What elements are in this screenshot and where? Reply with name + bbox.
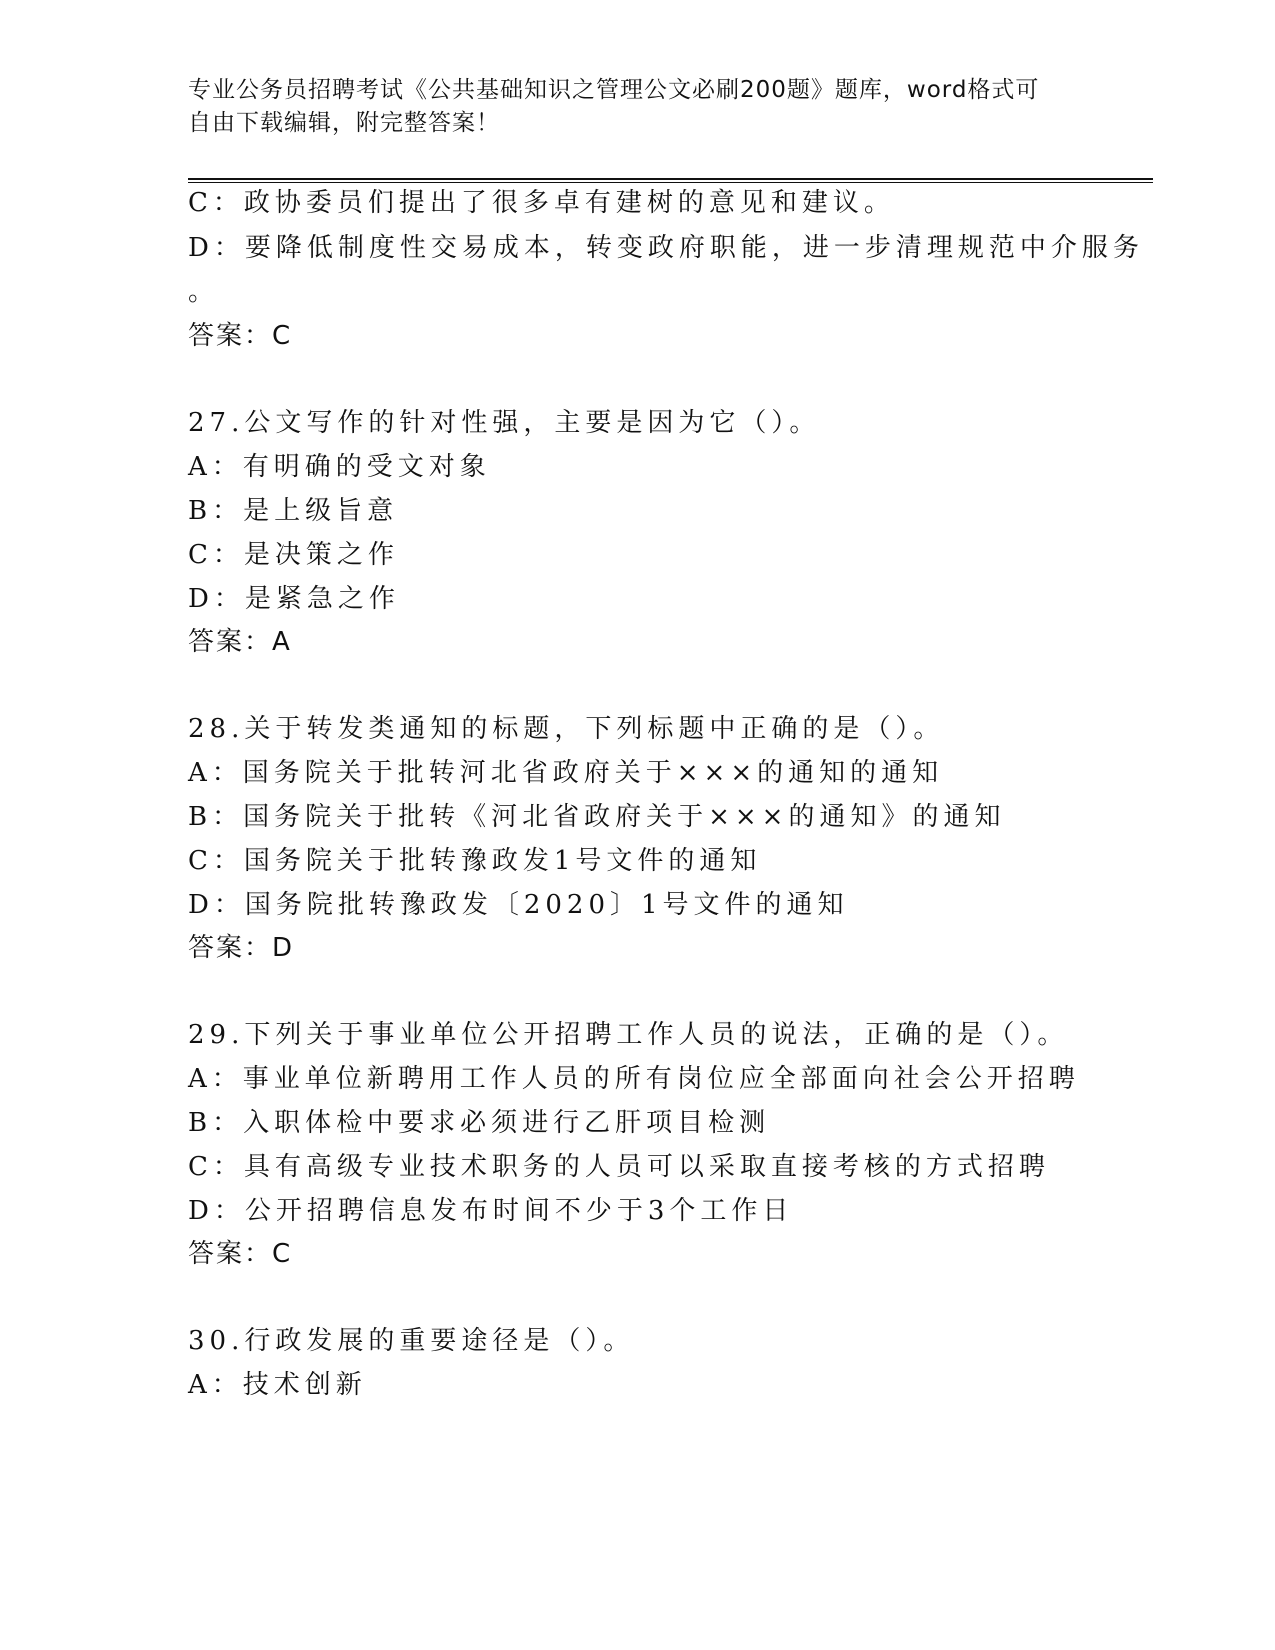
q29-option-c: C：具有高级专业技术职务的人员可以采取直接考核的方式招聘 bbox=[188, 1152, 1050, 1182]
q26-option-d-continuation: 。 bbox=[188, 277, 220, 307]
q30-option-a: A：技术创新 bbox=[188, 1370, 367, 1400]
q28-option-d: D：国务院批转豫政发〔2020〕1号文件的通知 bbox=[188, 890, 849, 920]
header-line-1: 专业公务员招聘考试《公共基础知识之管理公文必刷200题》题库，word格式可 bbox=[188, 77, 1040, 103]
q27-option-d: D：是紧急之作 bbox=[188, 584, 400, 614]
header-rule-thin bbox=[188, 182, 1153, 183]
header-line-2: 自由下载编辑，附完整答案！ bbox=[188, 110, 500, 136]
q27-question: 27.公文写作的针对性强，主要是因为它（）。 bbox=[188, 408, 821, 438]
q27-option-c: C：是决策之作 bbox=[188, 540, 399, 570]
q28-option-a: A：国务院关于批转河北省政府关于×××的通知的通知 bbox=[188, 758, 944, 788]
q26-answer: 答案：C bbox=[188, 321, 293, 351]
q27-option-a: A：有明确的受文对象 bbox=[188, 452, 491, 482]
q29-option-b: B：入职体检中要求必须进行乙肝项目检测 bbox=[188, 1108, 771, 1138]
q29-option-a: A：事业单位新聘用工作人员的所有岗位应全部面向社会公开招聘 bbox=[188, 1064, 1080, 1094]
q30-question: 30.行政发展的重要途径是（）。 bbox=[188, 1326, 635, 1356]
q27-option-b: B：是上级旨意 bbox=[188, 496, 399, 526]
q27-answer: 答案：A bbox=[188, 627, 292, 657]
q29-option-d: D：公开招聘信息发布时间不少于3个工作日 bbox=[188, 1196, 794, 1226]
q28-question: 28.关于转发类通知的标题，下列标题中正确的是（）。 bbox=[188, 714, 945, 744]
q28-option-c: C：国务院关于批转豫政发1号文件的通知 bbox=[188, 846, 762, 876]
q29-question: 29.下列关于事业单位公开招聘工作人员的说法，正确的是（）。 bbox=[188, 1020, 1069, 1050]
q28-option-b: B：国务院关于批转《河北省政府关于×××的通知》的通知 bbox=[188, 802, 1006, 832]
q26-option-d: D：要降低制度性交易成本，转变政府职能，进一步清理规范中介服务 bbox=[188, 233, 1144, 263]
q28-answer: 答案：D bbox=[188, 933, 295, 963]
q29-answer: 答案：C bbox=[188, 1239, 293, 1269]
header-rule-thick bbox=[188, 178, 1153, 180]
q26-option-c: C：政协委员们提出了很多卓有建树的意见和建议。 bbox=[188, 188, 895, 218]
document-header bbox=[188, 74, 1088, 140]
